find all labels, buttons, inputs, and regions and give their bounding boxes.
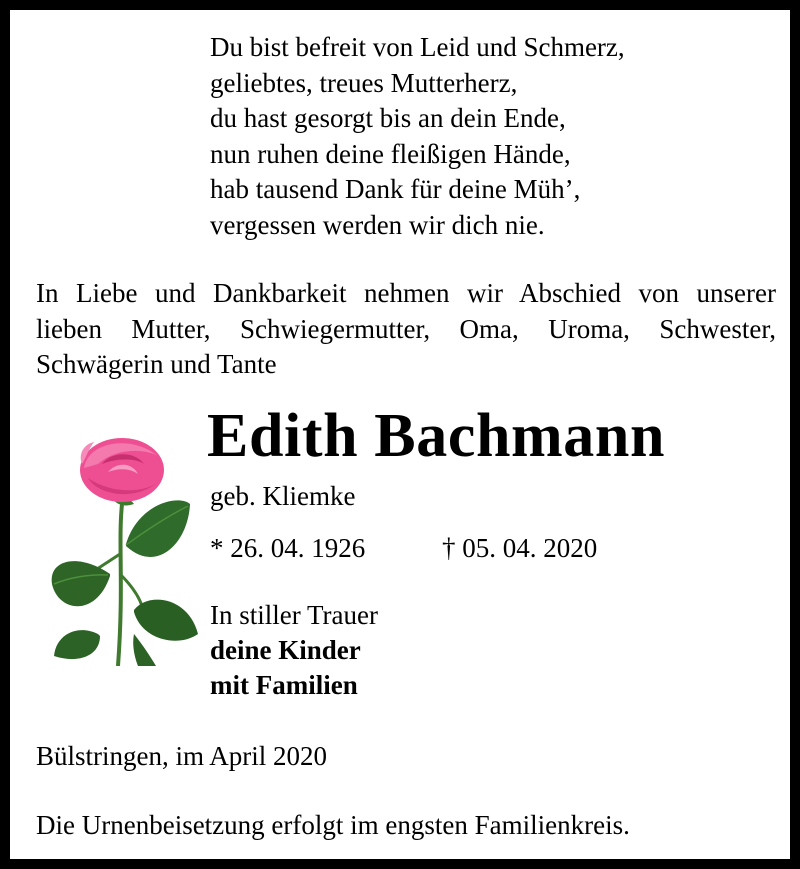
- death-date: † 05. 04. 2020: [442, 533, 598, 563]
- mourners-line: deine Kinder: [210, 635, 361, 665]
- mourners-intro: In stiller Trauer: [210, 600, 378, 630]
- deceased-name: Edith Bachmann: [207, 402, 666, 470]
- poem-line: Du bist befreit von Leid und Schmerz,: [210, 32, 625, 62]
- poem-line: vergessen werden wir dich nie.: [210, 209, 545, 240]
- maiden-name: geb. Kliemke: [210, 481, 356, 511]
- intro-line: In Liebe und Dankbarkeit nehmen wir Abschied von unserer: [36, 278, 776, 308]
- intro-text: [36, 276, 776, 383]
- burial-note: Die Urnenbeisetzung erfolgt im engsten Familienkreis.: [36, 810, 630, 840]
- birth-date: * 26. 04. 1926: [210, 533, 366, 563]
- rose-icon: [38, 434, 198, 666]
- poem-line: geliebtes, treues Mutterherz,: [210, 67, 518, 98]
- place-date: Bülstringen, im April 2020: [36, 741, 328, 771]
- poem: [210, 30, 625, 244]
- mourners: [210, 598, 378, 703]
- poem-line: du hast gesorgt bis an dein Ende,: [210, 103, 566, 134]
- intro-line: lieben Mutter, Schwiegermutter, Oma, Uroma, Schwester,: [36, 313, 776, 344]
- mourners-line: mit Familien: [210, 670, 358, 700]
- intro-line: Schwägerin und Tante: [36, 349, 277, 380]
- poem-line: hab tausend Dank für deine Müh’,: [210, 174, 581, 205]
- poem-line: nun ruhen deine fleißigen Hände,: [210, 138, 571, 169]
